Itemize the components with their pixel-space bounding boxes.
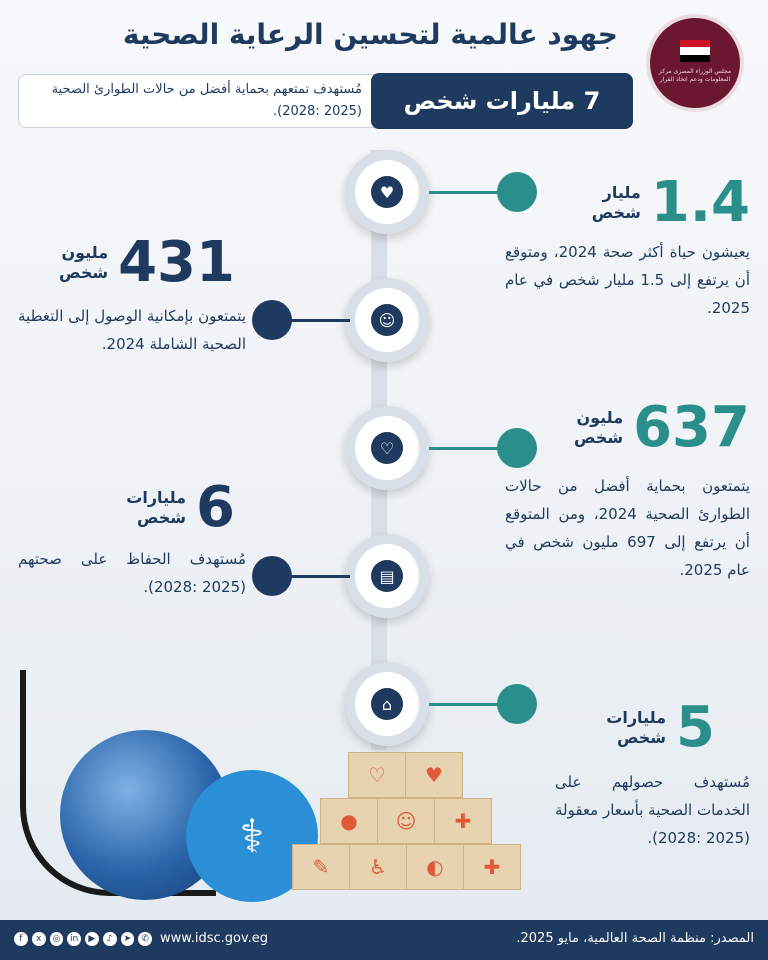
stat-5-number: 5 (676, 695, 715, 760)
connector-1 (429, 191, 503, 194)
syringe-block-icon: ✎ (292, 844, 350, 890)
highlight-badge: 7 مليارات شخص (371, 73, 633, 129)
subtitle-text: مُستهدف تمتعهم بحماية أفضل من حالات الطوارئ الصحية (2025 :2028). (51, 82, 362, 119)
connector-dot-4 (252, 556, 292, 596)
who-emblem-icon: ⚕ (186, 770, 318, 902)
connector-dot-5 (497, 684, 537, 724)
doctor-block-icon: ☺ (377, 798, 435, 844)
heart-block-icon: ♥ (405, 752, 463, 798)
medkit-block-icon: ✚ (463, 844, 521, 890)
page-title: جهود عالمية لتحسين الرعاية الصحية (122, 18, 618, 51)
wheelchair-block-icon: ♿ (349, 844, 407, 890)
connector-dot-3 (497, 428, 537, 468)
subtitle-box (18, 74, 632, 128)
stat-4 (95, 475, 235, 540)
timeline-node-2 (345, 278, 429, 362)
timeline-node-1 (345, 150, 429, 234)
drop-block-icon: ● (320, 798, 378, 844)
bandage-block-icon: ✚ (434, 798, 492, 844)
social-icons (14, 932, 152, 948)
stat-2-unit-2: شخص (59, 263, 109, 282)
stat-2-unit-1: مليون (61, 243, 109, 262)
connector-dot-1 (497, 172, 537, 212)
stat-3-text: يتمتعون بحماية أفضل من حالات الطوارئ الصحية 2024، ومن المتوقع أن يرتفع إلى 697 مليون شخص في عام 2025. (505, 477, 750, 579)
stat-4-unit-1: مليارات (126, 488, 187, 507)
connector-5 (429, 703, 503, 706)
timeline-node-4 (345, 534, 429, 618)
telegram-icon[interactable]: ➤ (121, 932, 135, 946)
egypt-flag-icon (680, 40, 710, 62)
stat-4-number: 6 (196, 475, 235, 540)
stat-1 (590, 170, 750, 235)
stat-5-unit-2: شخص (616, 728, 667, 747)
stat-3 (560, 395, 750, 460)
stethoscope-block-icon: ♡ (348, 752, 406, 798)
stat-5-text: مُستهدف حصولهم على الخدمات الصحية بأسعار معقولة (2025 :2028). (555, 773, 750, 847)
stat-3-number: 637 (633, 395, 750, 460)
instagram-icon[interactable]: ◎ (50, 932, 64, 946)
stat-2-number: 431 (118, 230, 235, 295)
connector-3 (429, 447, 503, 450)
heartbeat-hand-icon: ♡ (371, 432, 403, 464)
stat-2-text: يتمتعون بإمكانية الوصول إلى التغطية الصحية الشاملة 2024. (18, 307, 246, 353)
hands-heart-icon: ♥ (371, 176, 403, 208)
stat-2 (40, 230, 235, 295)
stat-3-unit-1: مليون (576, 408, 624, 427)
family-care-icon: ☺ (371, 304, 403, 336)
x-icon[interactable]: x (32, 932, 46, 946)
stat-1-number: 1.4 (650, 170, 750, 235)
linkedin-icon[interactable]: in (67, 932, 81, 946)
footer-bar (0, 920, 768, 960)
timeline-node-5 (345, 662, 429, 746)
stat-4-unit-2: شخص (136, 508, 187, 527)
connector-dot-2 (252, 300, 292, 340)
stat-1-text: يعيشون حياة أكثر صحة 2024، ومتوقع أن يرتفع إلى 1.5 مليار شخص في عام 2025. (505, 243, 750, 317)
pill-block-icon: ◐ (406, 844, 464, 890)
timeline-node-3 (345, 406, 429, 490)
stat-1-unit-1: مليار (602, 183, 641, 202)
hospital-bed-icon: ⌂ (371, 688, 403, 720)
logo-caption: مجلس الوزراء المصرى مركز المعلومات ودعم اتخاذ القرار (658, 68, 732, 83)
whatsapp-icon[interactable]: ✆ (138, 932, 152, 946)
source-note: المصدر: منظمة الصحة العالمية، مايو 2025. (516, 931, 754, 946)
stat-4-text: مُستهدف الحفاظ على صحتهم (2025 :2028). (18, 550, 246, 596)
website-link[interactable]: www.idsc.gov.eg (160, 931, 269, 946)
facebook-icon[interactable]: f (14, 932, 28, 946)
idsc-logo (650, 18, 740, 108)
stat-3-unit-2: شخص (574, 428, 624, 447)
tiktok-icon[interactable]: ♪ (103, 932, 117, 946)
clipboard-icon: ▤ (371, 560, 403, 592)
stat-5 (585, 695, 715, 760)
stat-1-unit-2: شخص (591, 203, 641, 222)
stat-5-unit-1: مليارات (606, 708, 667, 727)
youtube-icon[interactable]: ▶ (85, 932, 99, 946)
